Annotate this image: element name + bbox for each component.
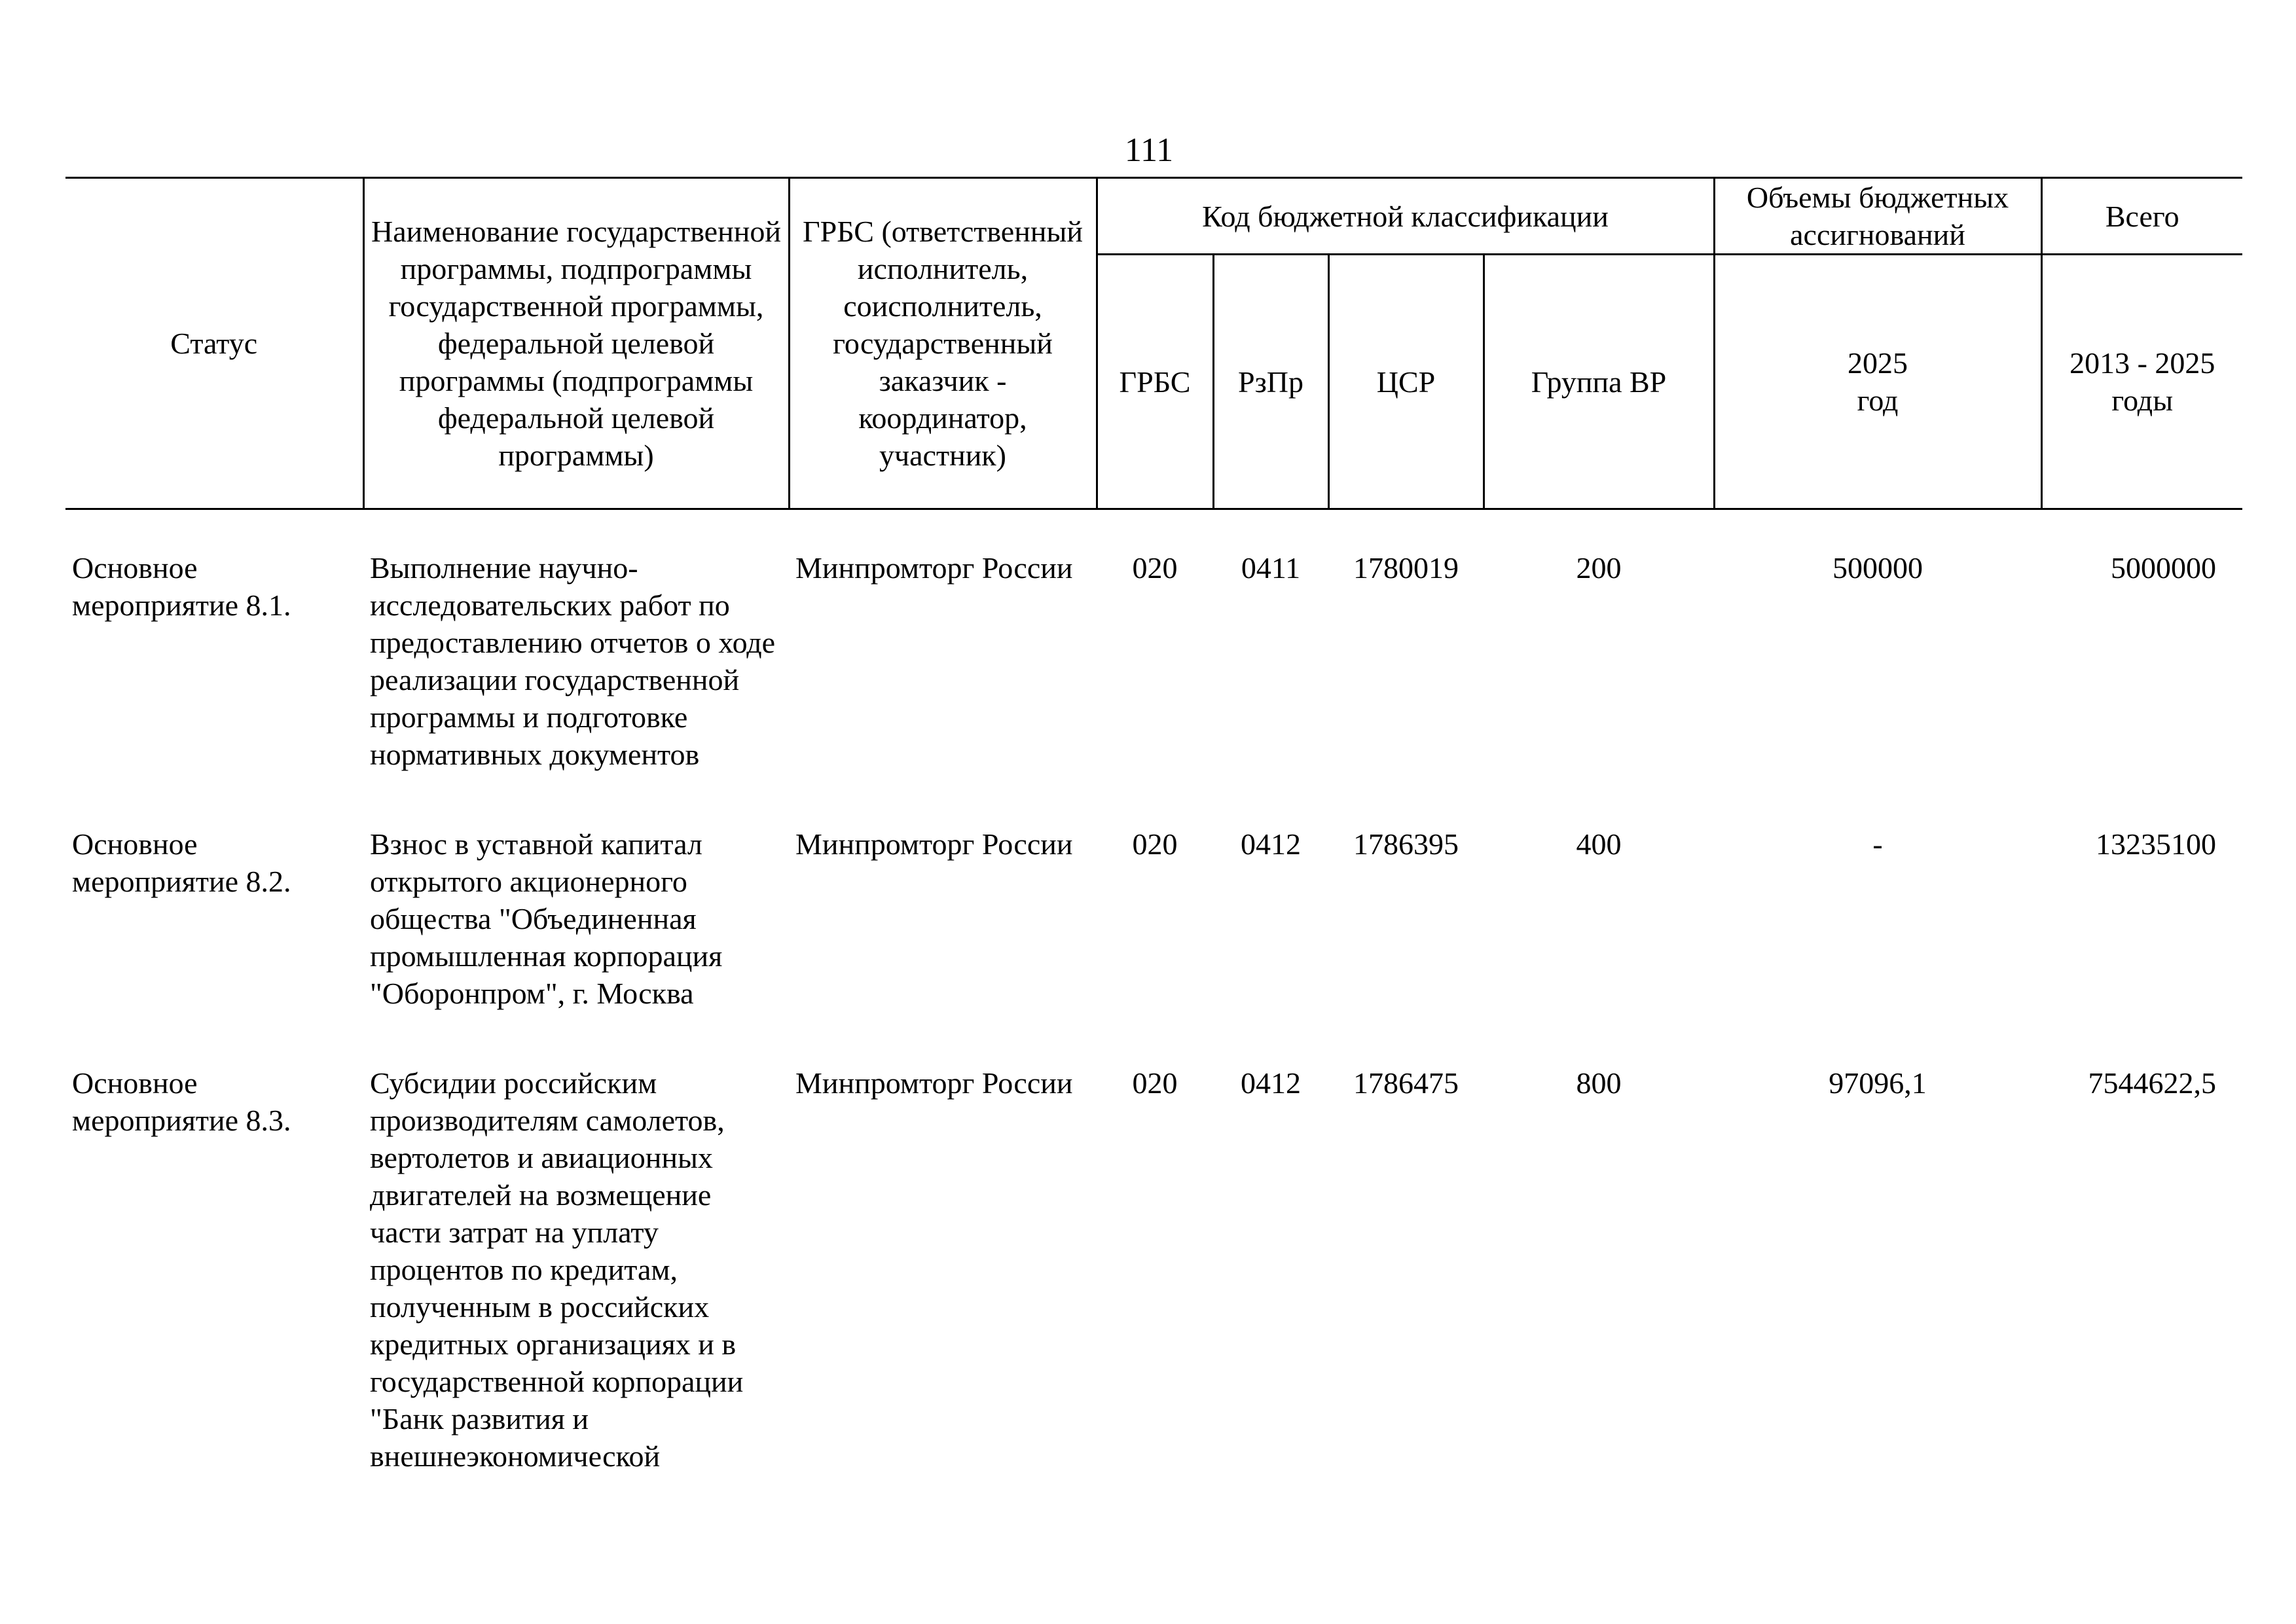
header-allocations-year: 2025 год: [1714, 255, 2041, 509]
row-status: Основное мероприятие 8.3.: [72, 1066, 291, 1137]
header-total-years: 2013 - 2025 годы: [2041, 255, 2242, 509]
row-total: 13235100: [2096, 827, 2217, 861]
header-vr-group: Группа ВР: [1484, 255, 1714, 509]
row-name: Взнос в уставной капитал открытого акционерного общества "Объединенная промышленная корпорация "Оборонпром", г. Москва: [370, 827, 723, 1010]
row-csr: 1786475: [1353, 1066, 1459, 1100]
row-rzpr: 0412: [1241, 827, 1301, 861]
row-status: Основное мероприятие 8.2.: [72, 827, 291, 898]
row-amount-2025: 500000: [1832, 551, 1923, 585]
table-row: [65, 825, 2242, 1012]
row-vr: 200: [1576, 551, 1622, 585]
row-responsible: Минпромторг России: [795, 551, 1073, 585]
header-total: Всего: [2041, 178, 2242, 255]
row-amount-2025: 97096,1: [1829, 1066, 1927, 1100]
header-program-name: Наименование государственной программы, подпрограммы государственной программы, федеральной целевой программы (подпрограммы федеральной целевой программы): [363, 178, 789, 509]
row-responsible: Минпромторг России: [795, 1066, 1073, 1100]
header-status: Статус: [65, 178, 363, 509]
row-name: Выполнение научно-исследовательских работ по предоставлению отчетов о ходе реализации государственной программы и подготовке нормативных документов: [370, 551, 776, 771]
table-header: [65, 178, 2242, 509]
table-body: [65, 509, 2242, 1475]
header-budget-code: Код бюджетной классификации: [1097, 178, 1714, 255]
budget-table: [65, 177, 2242, 1475]
header-grbs-responsible: ГРБС (ответственный исполнитель, соисполнитель, государственный заказчик - координатор, участник): [789, 178, 1097, 509]
row-name: Субсидии российским производителям самолетов, вертолетов и авиационных двигателей на возмещение части затрат на уплату процентов по кредитам, полученным в российских кредитных организациях и в государственной корпорации "Банк развития и внешнеэкономической: [370, 1066, 744, 1473]
row-vr: 400: [1576, 827, 1622, 861]
header-rzpr: РзПр: [1213, 255, 1328, 509]
row-total: 7544622,5: [2088, 1066, 2217, 1100]
header-allocations: Объемы бюджетных ассигнований: [1714, 178, 2041, 255]
row-grbs: 020: [1132, 551, 1178, 585]
row-grbs: 020: [1132, 1066, 1178, 1100]
page-number: 111: [1124, 132, 1174, 169]
row-grbs: 020: [1132, 827, 1178, 861]
row-rzpr: 0412: [1241, 1066, 1301, 1100]
row-amount-2025: -: [1872, 827, 1883, 861]
table-row: [65, 549, 2242, 773]
row-total: 5000000: [2111, 551, 2217, 585]
header-grbs: ГРБС: [1097, 255, 1213, 509]
row-csr: 1780019: [1353, 551, 1459, 585]
row-vr: 800: [1576, 1066, 1622, 1100]
header-csr: ЦСР: [1328, 255, 1484, 509]
row-status: Основное мероприятие 8.1.: [72, 551, 291, 622]
row-rzpr: 0411: [1241, 551, 1301, 585]
row-responsible: Минпромторг России: [795, 827, 1073, 861]
table-row: [65, 1064, 2242, 1475]
row-csr: 1786395: [1353, 827, 1459, 861]
